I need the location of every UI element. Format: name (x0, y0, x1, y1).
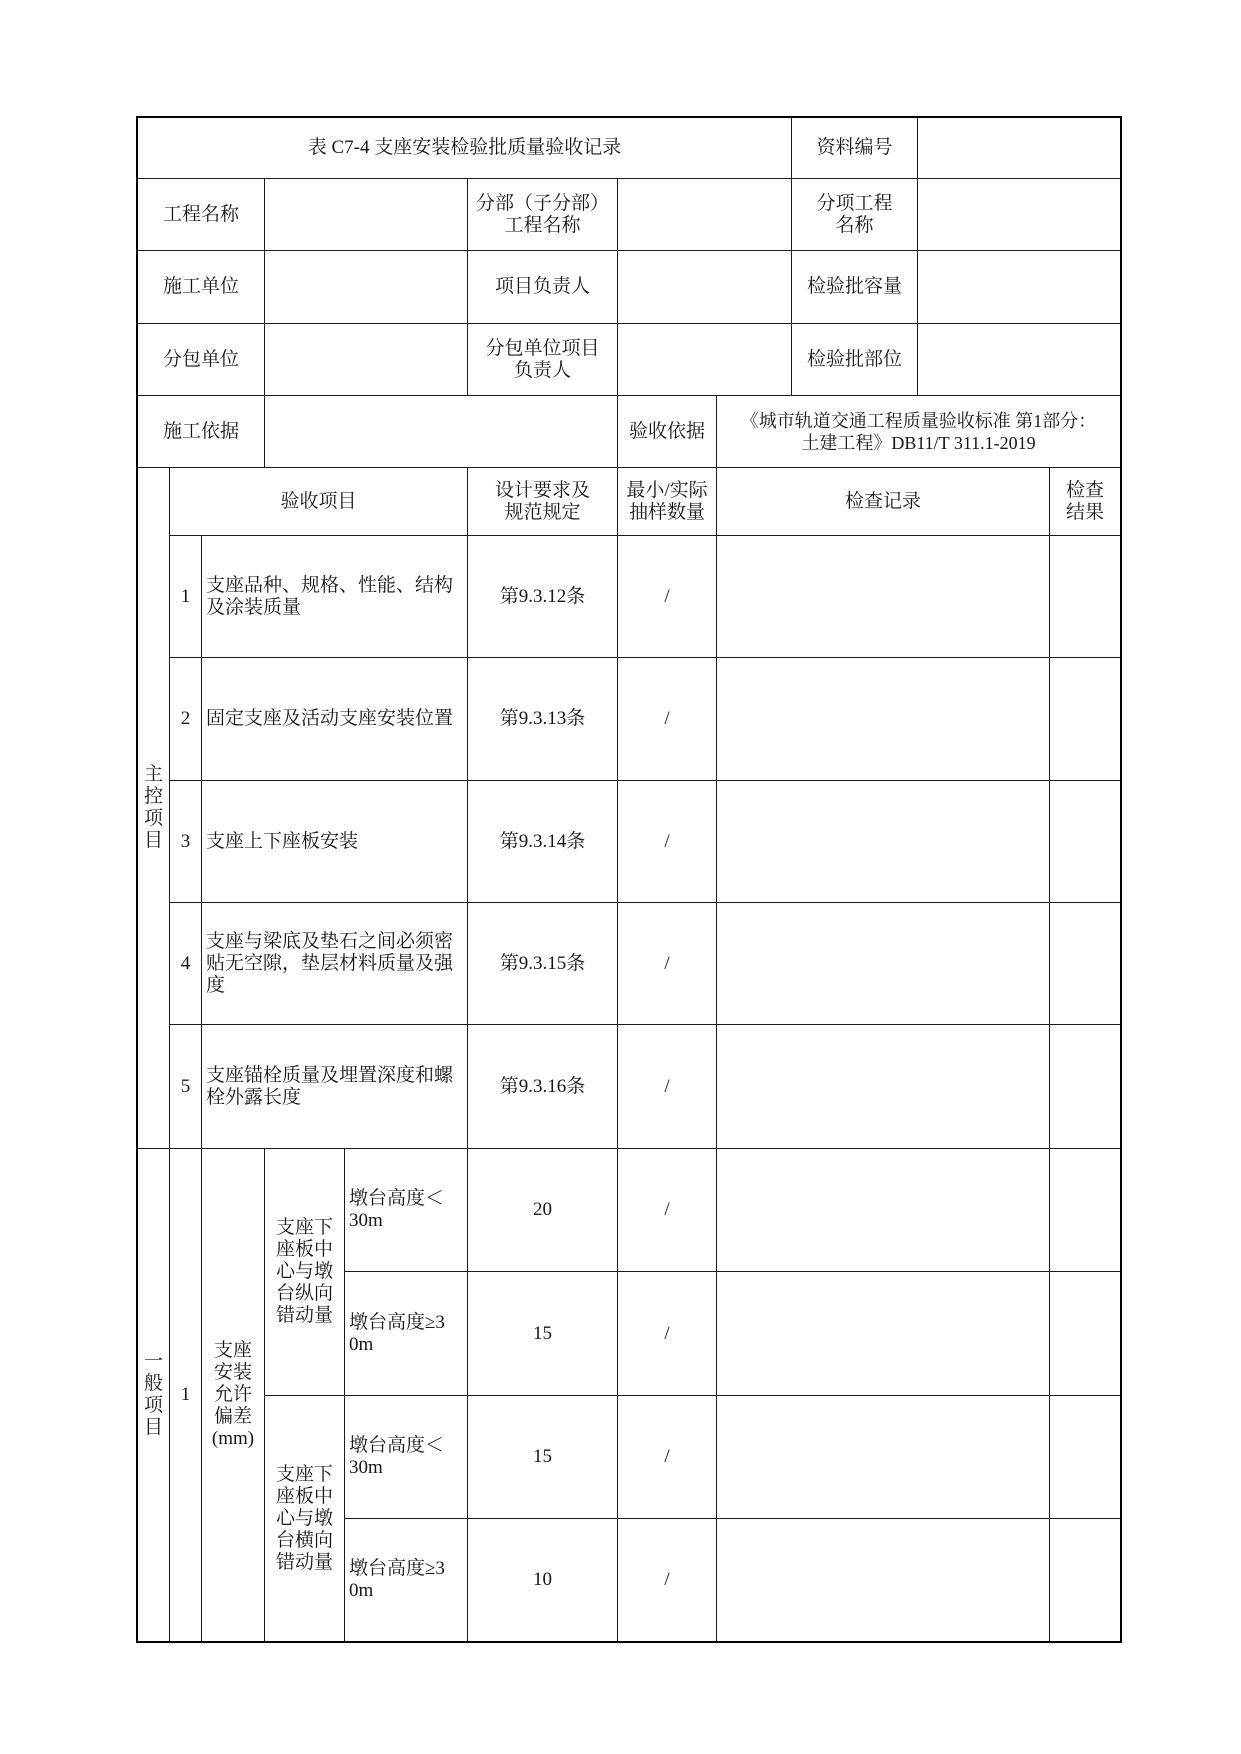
pier-height-condition (344, 1395, 468, 1519)
deviation-group (264, 1148, 345, 1396)
item-name (201, 902, 468, 1025)
allowed-deviation (467, 1395, 618, 1519)
allowed-deviation-text: 15 (533, 1446, 552, 1467)
sampling-count-text: / (664, 1569, 670, 1590)
spec-requirement-text: 第9.3.14条 (499, 830, 586, 852)
subitem-label (791, 178, 918, 251)
contractor-label-text: 施工单位 (162, 276, 239, 297)
allowed-deviation (467, 1148, 618, 1272)
item-name-text: 支座品种、规格、性能、结构及涂装质量 (206, 574, 454, 618)
acceptance-basis-value-text: 《城市轨道交通工程质量验收标准 第1部分： 土建工程》DB11/T 311.1-2019 (740, 410, 1097, 453)
subitem-label-text: 分项工程 名称 (816, 192, 893, 236)
column-header-spec-text: 设计要求及 规范规定 (494, 479, 590, 523)
location-value (917, 323, 1121, 396)
item-name-text: 支座锚栓质量及埋置深度和螺栓外露长度 (206, 1064, 454, 1108)
manager-label-text: 项目负责人 (494, 276, 590, 297)
item-number-text: 1 (180, 585, 191, 607)
item-number (169, 535, 202, 658)
capacity-value (917, 250, 1121, 324)
sub-manager-label-text: 分包单位项目 负责人 (485, 337, 600, 381)
deviation-group-text: 支座下座板中心与墩台横向错动量 (275, 1463, 333, 1573)
project-name-label-text: 工程名称 (162, 203, 239, 225)
sampling-count-text: / (664, 1446, 670, 1467)
inspection-record (716, 1518, 1050, 1642)
record-no-label-text: 资料编号 (816, 137, 893, 158)
general-item-name (201, 1148, 265, 1642)
pier-height-condition (344, 1271, 468, 1396)
spec-requirement (467, 1024, 618, 1149)
item-name (201, 535, 468, 658)
spec-requirement-text: 第9.3.12条 (499, 585, 586, 607)
spec-requirement-text: 第9.3.15条 (499, 952, 586, 974)
deviation-group (264, 1395, 345, 1642)
column-header-result-text: 检查 结果 (1065, 479, 1104, 523)
construction-basis-value (264, 395, 618, 468)
sampling-count (617, 1148, 717, 1272)
sampling-count-text: / (664, 708, 670, 729)
contractor-value (264, 250, 468, 324)
column-header-result (1049, 467, 1121, 536)
inspection-record (716, 902, 1050, 1025)
manager-label (467, 250, 618, 324)
inspection-result (1049, 1024, 1121, 1149)
item-number (169, 780, 202, 903)
construction-basis-label (137, 395, 265, 468)
item-name-text: 支座上下座板安装 (206, 830, 359, 852)
inspection-record (716, 535, 1050, 658)
column-header-sampling-text: 最小/实际 抽样数量 (626, 479, 708, 523)
general-items-label-text: 一般项目 (143, 1351, 163, 1438)
column-header-item (169, 467, 468, 536)
sampling-count (617, 1024, 717, 1149)
spec-requirement (467, 657, 618, 781)
item-number (169, 902, 202, 1025)
division-label (467, 178, 618, 251)
pier-height-condition (344, 1518, 468, 1642)
general-item-number (169, 1148, 202, 1642)
general-item-name-text: 支座安装允许偏差(mm) (211, 1340, 255, 1449)
column-header-item-text: 验收项目 (280, 490, 357, 512)
contractor-label (137, 250, 265, 324)
pier-height-condition-text: 墩台高度≥30m (349, 1558, 445, 1601)
sampling-count (617, 902, 717, 1025)
main-control-label-text: 主控项目 (143, 764, 163, 851)
column-header-record-text: 检查记录 (844, 490, 921, 512)
capacity-label-text: 检验批容量 (806, 276, 902, 297)
deviation-group-text: 支座下座板中心与墩台纵向错动量 (275, 1217, 333, 1326)
sampling-count (617, 1271, 717, 1396)
inspection-result (1049, 657, 1121, 781)
item-name (201, 657, 468, 781)
pier-height-condition-text: 墩台高度≥30m (349, 1311, 445, 1355)
sampling-count (617, 780, 717, 903)
sampling-count-text: / (664, 585, 670, 607)
allowed-deviation-text: 15 (533, 1322, 552, 1344)
form-title (137, 117, 792, 179)
record-no-label (791, 117, 918, 179)
capacity-label (791, 250, 918, 324)
acceptance-basis-value (716, 395, 1121, 468)
sampling-count (617, 1518, 717, 1642)
project-name-label (137, 178, 265, 251)
item-number (169, 1024, 202, 1149)
item-name-text: 固定支座及活动支座安装位置 (206, 708, 454, 729)
spec-requirement (467, 535, 618, 658)
acceptance-basis-label (617, 395, 717, 468)
inspection-record (716, 657, 1050, 781)
acceptance-basis-label-text: 验收依据 (628, 420, 705, 442)
column-header-record (716, 467, 1050, 536)
subitem-value (917, 178, 1121, 251)
spec-requirement-text: 第9.3.13条 (499, 708, 586, 729)
pier-height-condition (344, 1148, 468, 1272)
pier-height-condition-text: 墩台高度＜30m (349, 1188, 445, 1231)
inspection-record (716, 1148, 1050, 1272)
sampling-count (617, 657, 717, 781)
main-control-label (137, 467, 170, 1149)
item-number (169, 657, 202, 781)
subcontractor-label-text: 分包单位 (162, 348, 239, 370)
inspection-result (1049, 1148, 1121, 1272)
general-item-number-text: 1 (180, 1384, 191, 1405)
sampling-count-text: / (664, 1199, 670, 1220)
inspection-record (716, 780, 1050, 903)
item-number-text: 3 (180, 830, 191, 852)
inspection-record (716, 1395, 1050, 1519)
division-label-text: 分部（子分部） 工程名称 (475, 192, 609, 236)
form-title-text: 表 C7-4 支座安装检验批质量验收记录 (307, 137, 622, 158)
allowed-deviation-text: 20 (533, 1199, 552, 1220)
manager-value (617, 250, 792, 324)
inspection-result (1049, 1271, 1121, 1396)
item-number-text: 5 (180, 1075, 191, 1097)
inspection-result (1049, 535, 1121, 658)
allowed-deviation (467, 1271, 618, 1396)
allowed-deviation (467, 1518, 618, 1642)
inspection-record (716, 1024, 1050, 1149)
sub-manager-label (467, 323, 618, 396)
column-header-sampling (617, 467, 717, 536)
column-header-spec (467, 467, 618, 536)
spec-requirement (467, 780, 618, 903)
spec-requirement-text: 第9.3.16条 (499, 1075, 586, 1097)
sampling-count-text: / (664, 1075, 670, 1097)
inspection-result (1049, 780, 1121, 903)
item-number-text: 4 (180, 952, 191, 974)
construction-basis-label-text: 施工依据 (162, 420, 239, 442)
item-number-text: 2 (180, 708, 191, 729)
sampling-count (617, 1395, 717, 1519)
inspection-record (716, 1271, 1050, 1396)
inspection-result (1049, 902, 1121, 1025)
spec-requirement (467, 902, 618, 1025)
record-no-value (917, 117, 1121, 179)
pier-height-condition-text: 墩台高度＜30m (349, 1435, 445, 1478)
location-label-text: 检验批部位 (806, 348, 902, 370)
general-items-label (137, 1148, 170, 1642)
sub-manager-value (617, 323, 792, 396)
item-name (201, 1024, 468, 1149)
subcontractor-value (264, 323, 468, 396)
project-name-value (264, 178, 468, 251)
sampling-count-text: / (664, 952, 670, 974)
sampling-count (617, 535, 717, 658)
inspection-result (1049, 1395, 1121, 1519)
item-name-text: 支座与梁底及垫石之间必须密贴无空隙，垫层材料质量及强度 (206, 930, 454, 996)
sampling-count-text: / (664, 1322, 670, 1344)
item-name (201, 780, 468, 903)
division-value (617, 178, 792, 251)
location-label (791, 323, 918, 396)
inspection-result (1049, 1518, 1121, 1642)
sampling-count-text: / (664, 830, 670, 852)
subcontractor-label (137, 323, 265, 396)
allowed-deviation-text: 10 (533, 1569, 552, 1590)
